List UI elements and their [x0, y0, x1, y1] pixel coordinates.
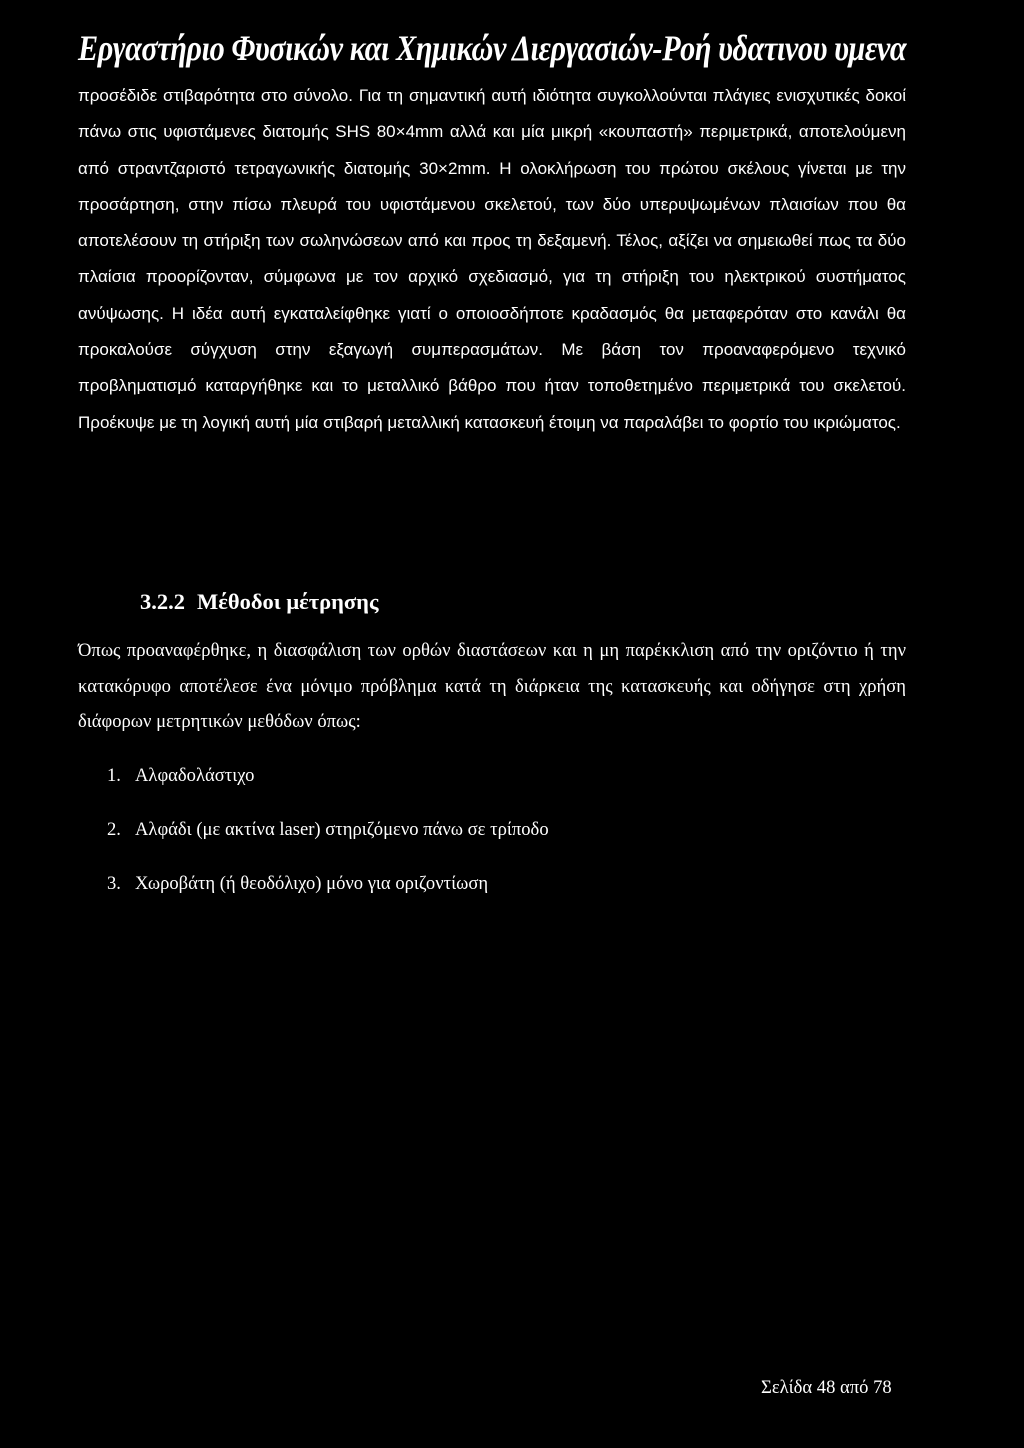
- list-item: [78, 868, 549, 922]
- list-item-number: 1.: [107, 765, 121, 786]
- list-item-text: Αλφαδολάστιχο: [135, 765, 255, 786]
- list-item-text: Χωροβάτη (ή θεοδόλιχο) μόνο για οριζοντίωση: [135, 873, 489, 894]
- section-number: 3.2.2: [140, 589, 185, 614]
- list-item-text: Αλφάδι (με ακτίνα laser) στηριζόμενο πάνω σε τρίποδο: [135, 819, 549, 840]
- intro-paragraph: προσέδιδε στιβαρότητα στο σύνολο. Για τη σημαντική αυτή ιδιότητα συγκολλούνται πλάγιες ενισχυτικές δοκοί πάνω στις υφιστάμενες διατομής SHS 80×4mm αλλά και μία μικρή «κουπαστή» περιμετρικά, αποτελούμενη από στραντζαριστό τετραγωνικής διατομής 30×2mm. Η ολοκλήρωση του πρώτου σκέλους γίνεται με την προσάρτηση, στην πίσω πλευρά του υφιστάμενου σκελετού, των δύο υπερυψωμένων πλαισίων που θα αποτελέσουν τη στήριξη των σωληνώσεων από και προς τη δεξαμενή. Τέλος, αξίζει να σημειωθεί πως τα δύο πλαίσια προορίζονταν, σύμφωνα με τον αρχικό σχεδιασμό, για τη στήριξη του ηλεκτρικού συστήματος ανύψωσης. Η ιδέα αυτή εγκαταλείφθηκε γιατί ο οποιοσδήποτε κραδασμός θα μεταφερόταν στο κανάλι θα προκαλούσε σύγχυση στην εξαγωγή συμπερασμάτων. Με βάση τον προαναφερόμενο τεχνικό προβληματισμό καταργήθηκε και το μεταλλικό βάθρο που ήταν τοποθετημένο περιμετρικά του σκελετού. Προέκυψε με τη λογική αυτή μία στιβαρή μεταλλική κατασκευή έτοιμη να παραλάβει το φορτίο του ικριώματος.: [78, 86, 906, 432]
- section-title: Μέθοδοι μέτρησης: [197, 589, 379, 614]
- list-item: [78, 814, 549, 868]
- methods-list: [78, 760, 549, 922]
- list-item-number: 3.: [107, 873, 121, 894]
- page-number: Σελίδα 48 από 78: [761, 1377, 892, 1398]
- list-item-number: 2.: [107, 819, 121, 840]
- methods-intro-paragraph: Όπως προαναφέρθηκε, η διασφάλιση των ορθών διαστάσεων και η μη παρέκκλιση από την οριζόντιο ή την κατακόρυφο αποτέλεσε ένα μόνιμο πρόβλημα κατά τη διάρκεια της κατασκευής και οδήγησε στη χρήση διάφορων μετρητικών μεθόδων όπως:: [78, 640, 906, 732]
- running-header: Εργαστήριο Φυσικών και Χημικών Διεργασιών-Ροή υδατινου υμενα: [78, 28, 907, 68]
- section-heading: [140, 582, 378, 622]
- list-item: [78, 760, 549, 814]
